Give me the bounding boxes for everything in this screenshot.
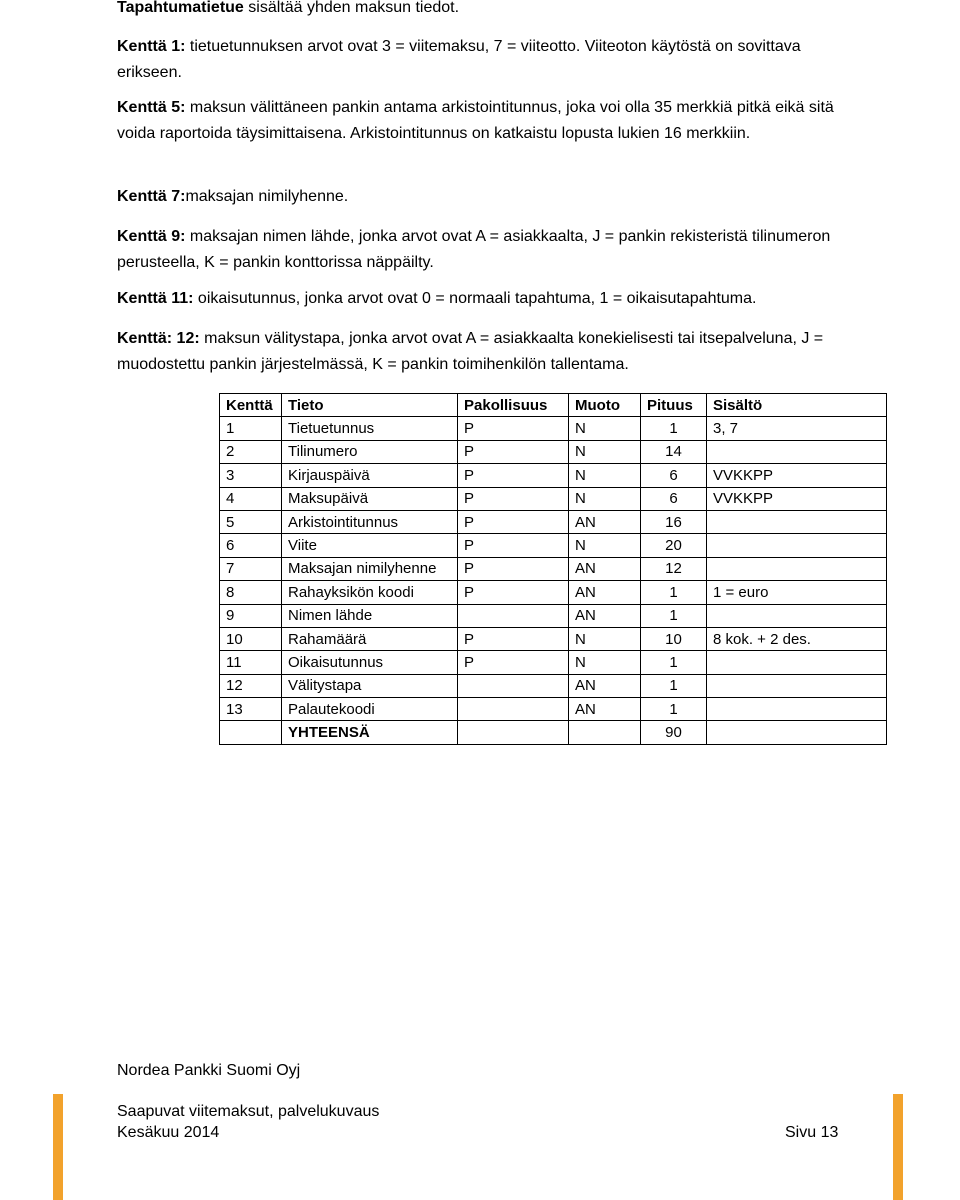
cell-pituus: 1 xyxy=(641,698,707,721)
cell-sisalto xyxy=(707,557,887,580)
cell-pakollisuus xyxy=(458,698,569,721)
cell-tieto: Arkistointitunnus xyxy=(282,510,458,533)
cell-muoto: AN xyxy=(569,510,641,533)
cell-pituus: 20 xyxy=(641,534,707,557)
cell-pituus: 1 xyxy=(641,651,707,674)
cell-tieto: Rahayksikön koodi xyxy=(282,581,458,604)
cell-tieto: Oikaisutunnus xyxy=(282,651,458,674)
paragraph-field-1 xyxy=(117,34,837,86)
paragraph-text: sisältää yhden maksun tiedot. xyxy=(243,0,460,16)
table-row xyxy=(220,557,887,580)
cell-tieto: Palautekoodi xyxy=(282,698,458,721)
cell-sisalto: VVKKPP xyxy=(707,464,887,487)
cell-kentta: 1 xyxy=(220,417,282,440)
cell-tieto: Maksupäivä xyxy=(282,487,458,510)
cell-kentta: 9 xyxy=(220,604,282,627)
paragraph-text: maksajan nimen lähde, jonka arvot ovat A = asiakkaalta, J = pankin rekisteristä tilinumeron perusteella, K = pankin konttorissa näppäilty. xyxy=(117,228,831,271)
cell-kentta: 4 xyxy=(220,487,282,510)
paragraph-field-9 xyxy=(117,224,837,276)
cell-tieto: Tilinumero xyxy=(282,440,458,463)
cell-kentta: 13 xyxy=(220,698,282,721)
cell-muoto: AN xyxy=(569,674,641,697)
header-cell-kentta: Kenttä xyxy=(220,394,282,417)
footer-accent-bar-right xyxy=(893,1094,903,1200)
paragraph-lead: Kenttä 7: xyxy=(117,188,186,205)
table-row xyxy=(220,604,887,627)
paragraph-lead: Kenttä 5: xyxy=(117,99,186,116)
cell-sisalto: VVKKPP xyxy=(707,487,887,510)
footer-company: Nordea Pankki Suomi Oyj xyxy=(117,1062,301,1079)
cell-pakollisuus: P xyxy=(458,627,569,650)
paragraph-field-7 xyxy=(117,184,837,210)
paragraph-lead: Kenttä: 12: xyxy=(117,330,200,347)
cell-muoto: N xyxy=(569,487,641,510)
cell-muoto: N xyxy=(569,534,641,557)
cell-muoto: AN xyxy=(569,604,641,627)
cell-muoto: AN xyxy=(569,698,641,721)
cell-sisalto xyxy=(707,440,887,463)
cell-muoto: N xyxy=(569,627,641,650)
cell-pituus: 12 xyxy=(641,557,707,580)
cell-pakollisuus xyxy=(458,604,569,627)
cell-kentta: 7 xyxy=(220,557,282,580)
cell-tieto: Rahamäärä xyxy=(282,627,458,650)
cell-kentta: 11 xyxy=(220,651,282,674)
cell-muoto: N xyxy=(569,440,641,463)
table-header-row xyxy=(220,394,887,417)
cell-sisalto xyxy=(707,651,887,674)
paragraph-text: maksun välitystapa, jonka arvot ovat A = asiakkaalta konekielisesti tai itsepalveluna, J = muodostettu pankin järjestelmässä, K = pankin toimihenkilön tallentama. xyxy=(117,330,824,373)
cell-pakollisuus: P xyxy=(458,487,569,510)
total-label: YHTEENSÄ xyxy=(282,721,458,744)
cell-pituus: 1 xyxy=(641,604,707,627)
cell-muoto: N xyxy=(569,464,641,487)
cell-sisalto xyxy=(707,698,887,721)
paragraph-lead: Kenttä 9: xyxy=(117,228,186,245)
table-row xyxy=(220,534,887,557)
cell-kentta: 8 xyxy=(220,581,282,604)
paragraph-text: oikaisutunnus, jonka arvot ovat 0 = normaali tapahtuma, 1 = oikaisutapahtuma. xyxy=(193,290,757,307)
cell-pakollisuus: P xyxy=(458,440,569,463)
footer-date: Kesäkuu 2014 xyxy=(117,1124,220,1141)
total-cell-empty xyxy=(220,721,282,744)
table-row xyxy=(220,698,887,721)
paragraph-text: tietuetunnuksen arvot ovat 3 = viitemaksu, 7 = viiteotto. Viiteoton käytöstä on sovittava erikseen. xyxy=(117,38,801,81)
cell-pituus: 1 xyxy=(641,581,707,604)
total-value: 90 xyxy=(641,721,707,744)
table-row xyxy=(220,627,887,650)
table-row xyxy=(220,417,887,440)
cell-kentta: 5 xyxy=(220,510,282,533)
table-row xyxy=(220,464,887,487)
cell-pakollisuus: P xyxy=(458,557,569,580)
cell-muoto: AN xyxy=(569,581,641,604)
cell-pakollisuus: P xyxy=(458,534,569,557)
cell-muoto: N xyxy=(569,651,641,674)
cell-sisalto xyxy=(707,674,887,697)
record-fields-table xyxy=(219,393,887,745)
header-cell-pakollisuus: Pakollisuus xyxy=(458,394,569,417)
cell-pituus: 1 xyxy=(641,674,707,697)
total-cell-empty xyxy=(707,721,887,744)
header-cell-muoto: Muoto xyxy=(569,394,641,417)
cell-pituus: 6 xyxy=(641,464,707,487)
cell-muoto: N xyxy=(569,417,641,440)
cell-kentta: 12 xyxy=(220,674,282,697)
paragraph-text: maksajan nimilyhenne. xyxy=(185,188,349,205)
cell-pituus: 14 xyxy=(641,440,707,463)
cell-sisalto: 8 kok. + 2 des. xyxy=(707,627,887,650)
cell-sisalto: 1 = euro xyxy=(707,581,887,604)
cell-tieto: Kirjauspäivä xyxy=(282,464,458,487)
paragraph-lead: Tapahtumatietue xyxy=(117,0,244,16)
cell-pakollisuus: P xyxy=(458,464,569,487)
paragraph-text: maksun välittäneen pankin antama arkistointitunnus, joka voi olla 35 merkkiä pitkä eikä sitä voida raportoida täysimittaisena. Arkistointitunnus on katkaistu lopusta lukien 16 merkkiin. xyxy=(117,99,834,142)
cell-tieto: Välitystapa xyxy=(282,674,458,697)
cell-pakollisuus: P xyxy=(458,417,569,440)
footer-accent-bar-left xyxy=(53,1094,63,1200)
table-row xyxy=(220,581,887,604)
cell-kentta: 6 xyxy=(220,534,282,557)
cell-sisalto xyxy=(707,534,887,557)
cell-pituus: 10 xyxy=(641,627,707,650)
table-row xyxy=(220,510,887,533)
cell-tieto: Nimen lähde xyxy=(282,604,458,627)
cell-sisalto xyxy=(707,510,887,533)
paragraph-field-12 xyxy=(117,326,837,378)
cell-sisalto: 3, 7 xyxy=(707,417,887,440)
cell-tieto: Tietuetunnus xyxy=(282,417,458,440)
table-row xyxy=(220,651,887,674)
cell-tieto: Viite xyxy=(282,534,458,557)
cell-tieto: Maksajan nimilyhenne xyxy=(282,557,458,580)
table-body xyxy=(220,417,887,744)
footer-document-title: Saapuvat viitemaksut, palvelukuvaus xyxy=(117,1103,380,1120)
paragraph-field-5 xyxy=(117,95,837,147)
paragraph-lead: Kenttä 11: xyxy=(117,290,194,307)
table-row xyxy=(220,487,887,510)
cell-kentta: 2 xyxy=(220,440,282,463)
header-cell-tieto: Tieto xyxy=(282,394,458,417)
cell-pakollisuus: P xyxy=(458,581,569,604)
table-row xyxy=(220,674,887,697)
paragraph-field-11 xyxy=(117,286,837,312)
cell-sisalto xyxy=(707,604,887,627)
cell-pakollisuus: P xyxy=(458,510,569,533)
paragraph-lead: Kenttä 1: xyxy=(117,38,186,55)
cell-kentta: 10 xyxy=(220,627,282,650)
header-cell-pituus: Pituus xyxy=(641,394,707,417)
cell-pakollisuus xyxy=(458,674,569,697)
cell-pituus: 16 xyxy=(641,510,707,533)
cell-pituus: 1 xyxy=(641,417,707,440)
cell-pituus: 6 xyxy=(641,487,707,510)
table-total-row xyxy=(220,721,887,744)
header-cell-sisalto: Sisältö xyxy=(707,394,887,417)
total-cell-empty xyxy=(458,721,569,744)
total-cell-empty xyxy=(569,721,641,744)
cell-muoto: AN xyxy=(569,557,641,580)
cell-kentta: 3 xyxy=(220,464,282,487)
paragraph-record-intro xyxy=(117,0,837,21)
cell-pakollisuus: P xyxy=(458,651,569,674)
table-row xyxy=(220,440,887,463)
footer-page-number: Sivu 13 xyxy=(785,1124,839,1141)
